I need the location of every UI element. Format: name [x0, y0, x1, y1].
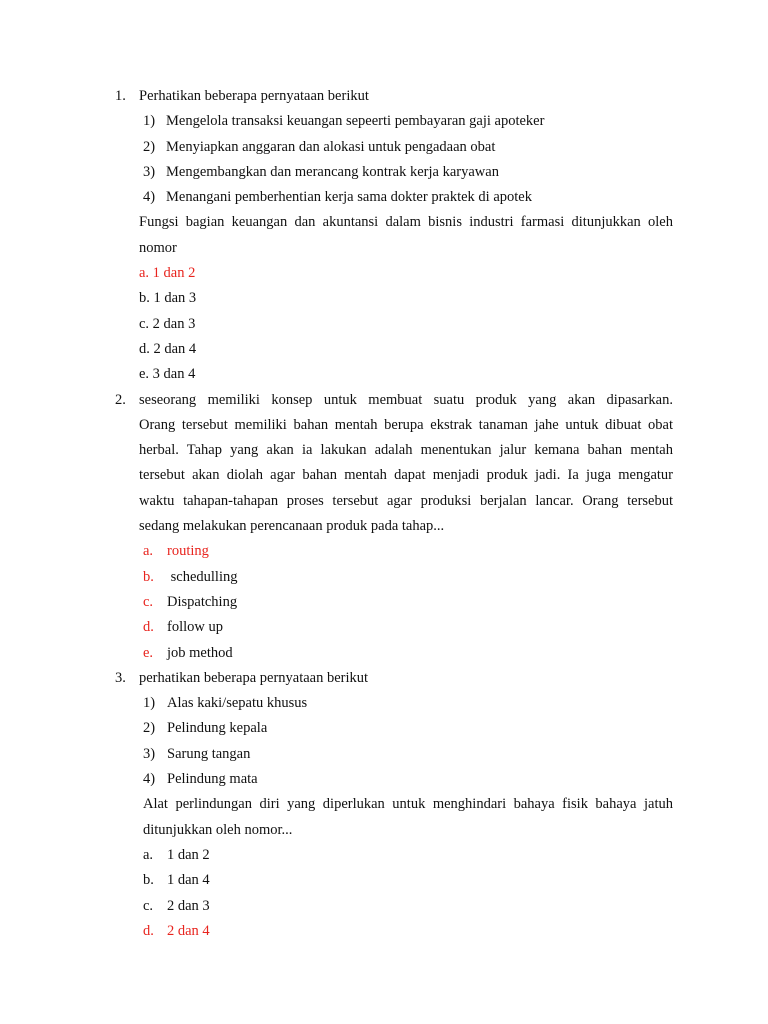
answer-option: c. 2 dan 3 — [143, 897, 210, 914]
statement-item: 3) Sarung tangan — [143, 745, 251, 762]
question-text: perhatikan beberapa pernyataan berikut — [139, 669, 369, 686]
statement-item: 2) Menyiapkan anggaran dan alokasi untuk pengadaan obat — [143, 138, 496, 155]
answer-option: c. 2 dan 3 — [139, 315, 196, 332]
question-text: tersebut akan diolah agar bahan mentah dapat menjadi produk jadi. Ia juga mengatur — [139, 467, 673, 484]
answer-option: b. schedulling — [143, 568, 238, 585]
question-number: 2. — [115, 391, 126, 408]
answer-option: d. follow up — [143, 619, 223, 636]
question-prompt: Alat perlindungan diri yang diperlukan untuk menghindari bahaya fisik bahaya jatuh — [143, 796, 673, 813]
answer-option: e. job method — [143, 644, 233, 661]
answer-option: b. 1 dan 3 — [139, 290, 197, 307]
statement-item: 4) Pelindung mata — [143, 771, 258, 788]
answer-option: b. 1 dan 4 — [143, 872, 210, 889]
statement-item: 2) Pelindung kepala — [143, 720, 268, 737]
answer-option-correct: a. routing — [143, 543, 209, 560]
question-text: Perhatikan beberapa pernyataan berikut — [139, 88, 369, 104]
statement-item: 3) Mengembangkan dan merancang kontrak kerja karyawan — [143, 163, 499, 180]
answer-option-correct: a. 1 dan 2 — [139, 265, 196, 282]
question-2 — [0, 391, 768, 669]
statement-item: 1) Mengelola transaksi keuangan sepeerti pembayaran gaji apoteker — [143, 113, 545, 130]
answer-option: d. 2 dan 4 — [139, 340, 197, 357]
question-text: waktu tahapan-tahapan proses tersebut agar produksi berjalan lancar. Orang tersebut — [139, 492, 673, 509]
question-text: herbal. Tahap yang akan ia lakukan adalah menentukan jalur kemana bahan mentah — [139, 442, 673, 459]
question-number: 3. — [115, 669, 126, 686]
question-prompt: Fungsi bagian keuangan dan akuntansi dalam bisnis industri farmasi ditunjukkan oleh — [139, 214, 673, 231]
answer-option-correct: d. 2 dan 4 — [143, 922, 210, 939]
answer-option: e. 3 dan 4 — [139, 366, 196, 383]
question-text: seseorang memiliki konsep untuk membuat suatu produk yang akan dipasarkan. — [139, 391, 673, 408]
statement-item: 4) Menangani pemberhentian kerja sama dokter praktek di apotek — [143, 189, 532, 206]
question-3 — [0, 669, 768, 947]
statement-item: 1) Alas kaki/sepatu khusus — [143, 695, 308, 712]
question-prompt: ditunjukkan oleh nomor... — [143, 821, 293, 838]
question-1 — [0, 87, 768, 391]
answer-option: a. 1 dan 2 — [143, 846, 210, 863]
question-text: Orang tersebut memiliki bahan mentah berupa ekstrak tanaman jahe untuk dibuat obat — [139, 416, 673, 433]
answer-option: c. Dispatching — [143, 593, 238, 610]
question-text: sedang melakukan perencanaan produk pada tahap... — [139, 518, 445, 535]
question-number: 1. — [115, 88, 126, 104]
question-prompt: nomor — [139, 239, 177, 256]
